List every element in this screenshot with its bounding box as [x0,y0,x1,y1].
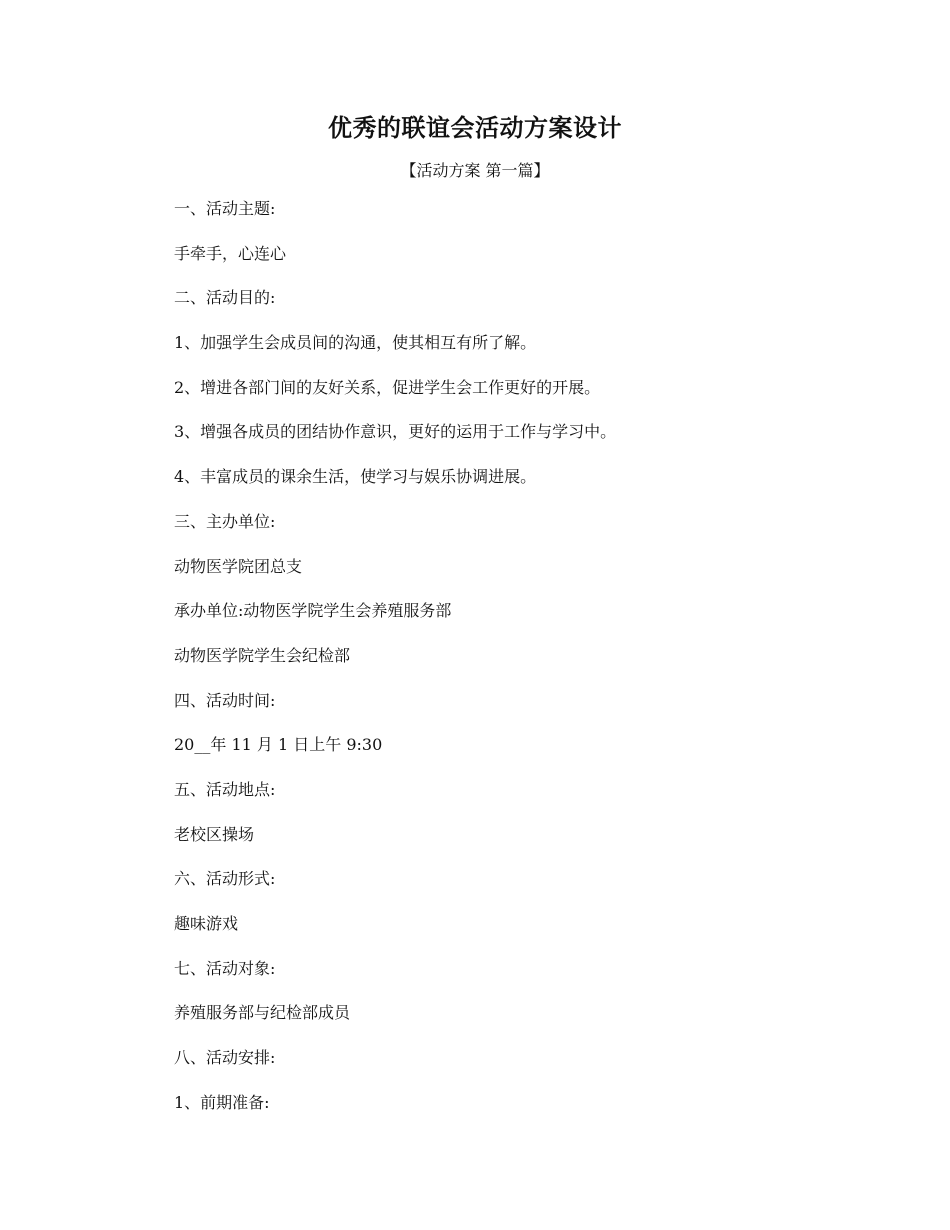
body-line-heading-purpose: 二、活动目的: [174,288,276,308]
body-line-purpose-2: 2、增进各部门间的友好关系，促进学生会工作更好的开展。 [174,377,601,397]
document-subtitle: 【活动方案 第一篇】 [400,161,550,180]
body-line-heading-time: 四、活动时间: [174,690,276,710]
body-line-location: 老校区操场 [174,824,255,844]
body-line-co-organizer-2: 动物医学院学生会纪检部 [174,645,351,665]
body-line-heading-location: 五、活动地点: [174,779,276,799]
body-line-heading-organizer: 三、主办单位: [174,511,276,531]
document-title: 优秀的联谊会活动方案设计 [328,113,622,142]
body-line-co-organizer: 承办单位:动物医学院学生会养殖服务部 [174,601,452,621]
body-line-purpose-4: 4、丰富成员的课余生活，使学习与娱乐协调进展。 [174,467,537,487]
body-line-purpose-1: 1、加强学生会成员间的沟通，使其相互有所了解。 [174,333,537,353]
body-line-organizer: 动物医学院团总支 [174,556,303,576]
body-line-heading-schedule: 八、活动安排: [174,1048,276,1068]
body-line-time: 20__年 11 月 1 日上午 9:30 [174,735,383,755]
body-line-heading-format: 六、活动形式: [174,869,276,889]
body-line-audience: 养殖服务部与纪检部成员 [174,1003,351,1023]
body-line-theme: 手牵手，心连心 [174,243,287,263]
body-line-heading-audience: 七、活动对象: [174,958,276,978]
body-line-format: 趣味游戏 [174,914,239,933]
body-line-preparation: 1、前期准备: [174,1092,270,1112]
body-line-purpose-3: 3、增强各成员的团结协作意识，更好的运用于工作与学习中。 [174,422,617,442]
body-line-heading-theme: 一、活动主题: [174,199,276,218]
document-body [174,196,874,1134]
